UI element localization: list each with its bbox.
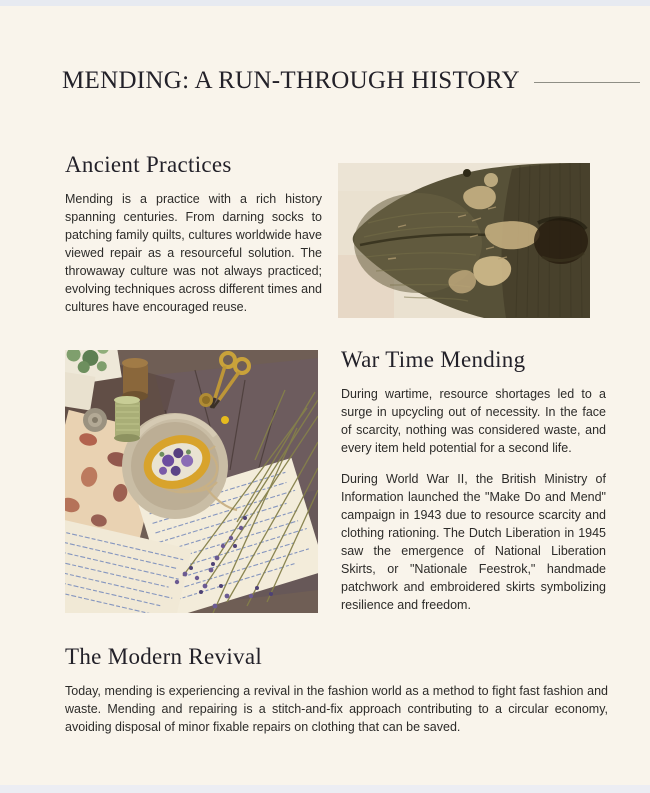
flatlay-illustration xyxy=(65,350,318,613)
page-title: MENDING: A RUN-THROUGH HISTORY xyxy=(62,67,520,94)
heading-war-time-mending: War Time Mending xyxy=(341,347,526,372)
wartime-paragraph-2: During World War II, the British Ministry of Information launched the "Make Do and Mend" campaign in 1943 due to resource scarcity and clothing rationing. The Dutch Liberation in 1945 saw the emergence of National Liberation Skirts, or "Nationale Feestrok," handmade patchwork and embroidered skirts symbolizing resilience and freedom. xyxy=(341,472,606,613)
wooden-thread-spool xyxy=(122,358,148,401)
section-war-time-mending xyxy=(341,347,606,627)
section-ancient-practices xyxy=(65,152,322,329)
heading-modern-revival: The Modern Revival xyxy=(65,644,263,669)
modern-revival-paragraph: Today, mending is experiencing a revival in the fashion world as a method to fight fast fashion and waste. Mending and repairing is a stitch-and-fix approach contributing to a circular economy, avoiding disposal of minor fixable repairs on clothing that can be saved. xyxy=(65,684,608,735)
green-thread-spool xyxy=(114,396,140,442)
darned-sock-photo xyxy=(338,163,590,318)
wartime-paragraph-1: During wartime, resource shortages led to a surge in upcycling out of necessity. In the face of scarcity, nothing was considered waste, and every item held potential for a second life. xyxy=(341,387,606,456)
window-top-edge xyxy=(0,0,650,6)
thimble xyxy=(83,408,107,432)
page-header xyxy=(62,68,640,93)
darned-sock-illustration xyxy=(338,163,590,318)
section-modern-revival xyxy=(65,644,608,749)
title-rule xyxy=(534,82,640,83)
ancient-practices-paragraph: Mending is a practice with a rich history spanning centuries. From darning socks to patching family quilts, cultures worldwide have viewed repair as a resourceful solution. The throwaway culture was not always practiced; evolving techniques across different times and cultures have encouraged reuse. xyxy=(65,192,322,315)
mending-flatlay-photo xyxy=(65,350,318,613)
window-bottom-edge xyxy=(0,785,650,793)
heading-ancient-practices: Ancient Practices xyxy=(65,152,232,177)
yellow-bead xyxy=(221,416,229,424)
